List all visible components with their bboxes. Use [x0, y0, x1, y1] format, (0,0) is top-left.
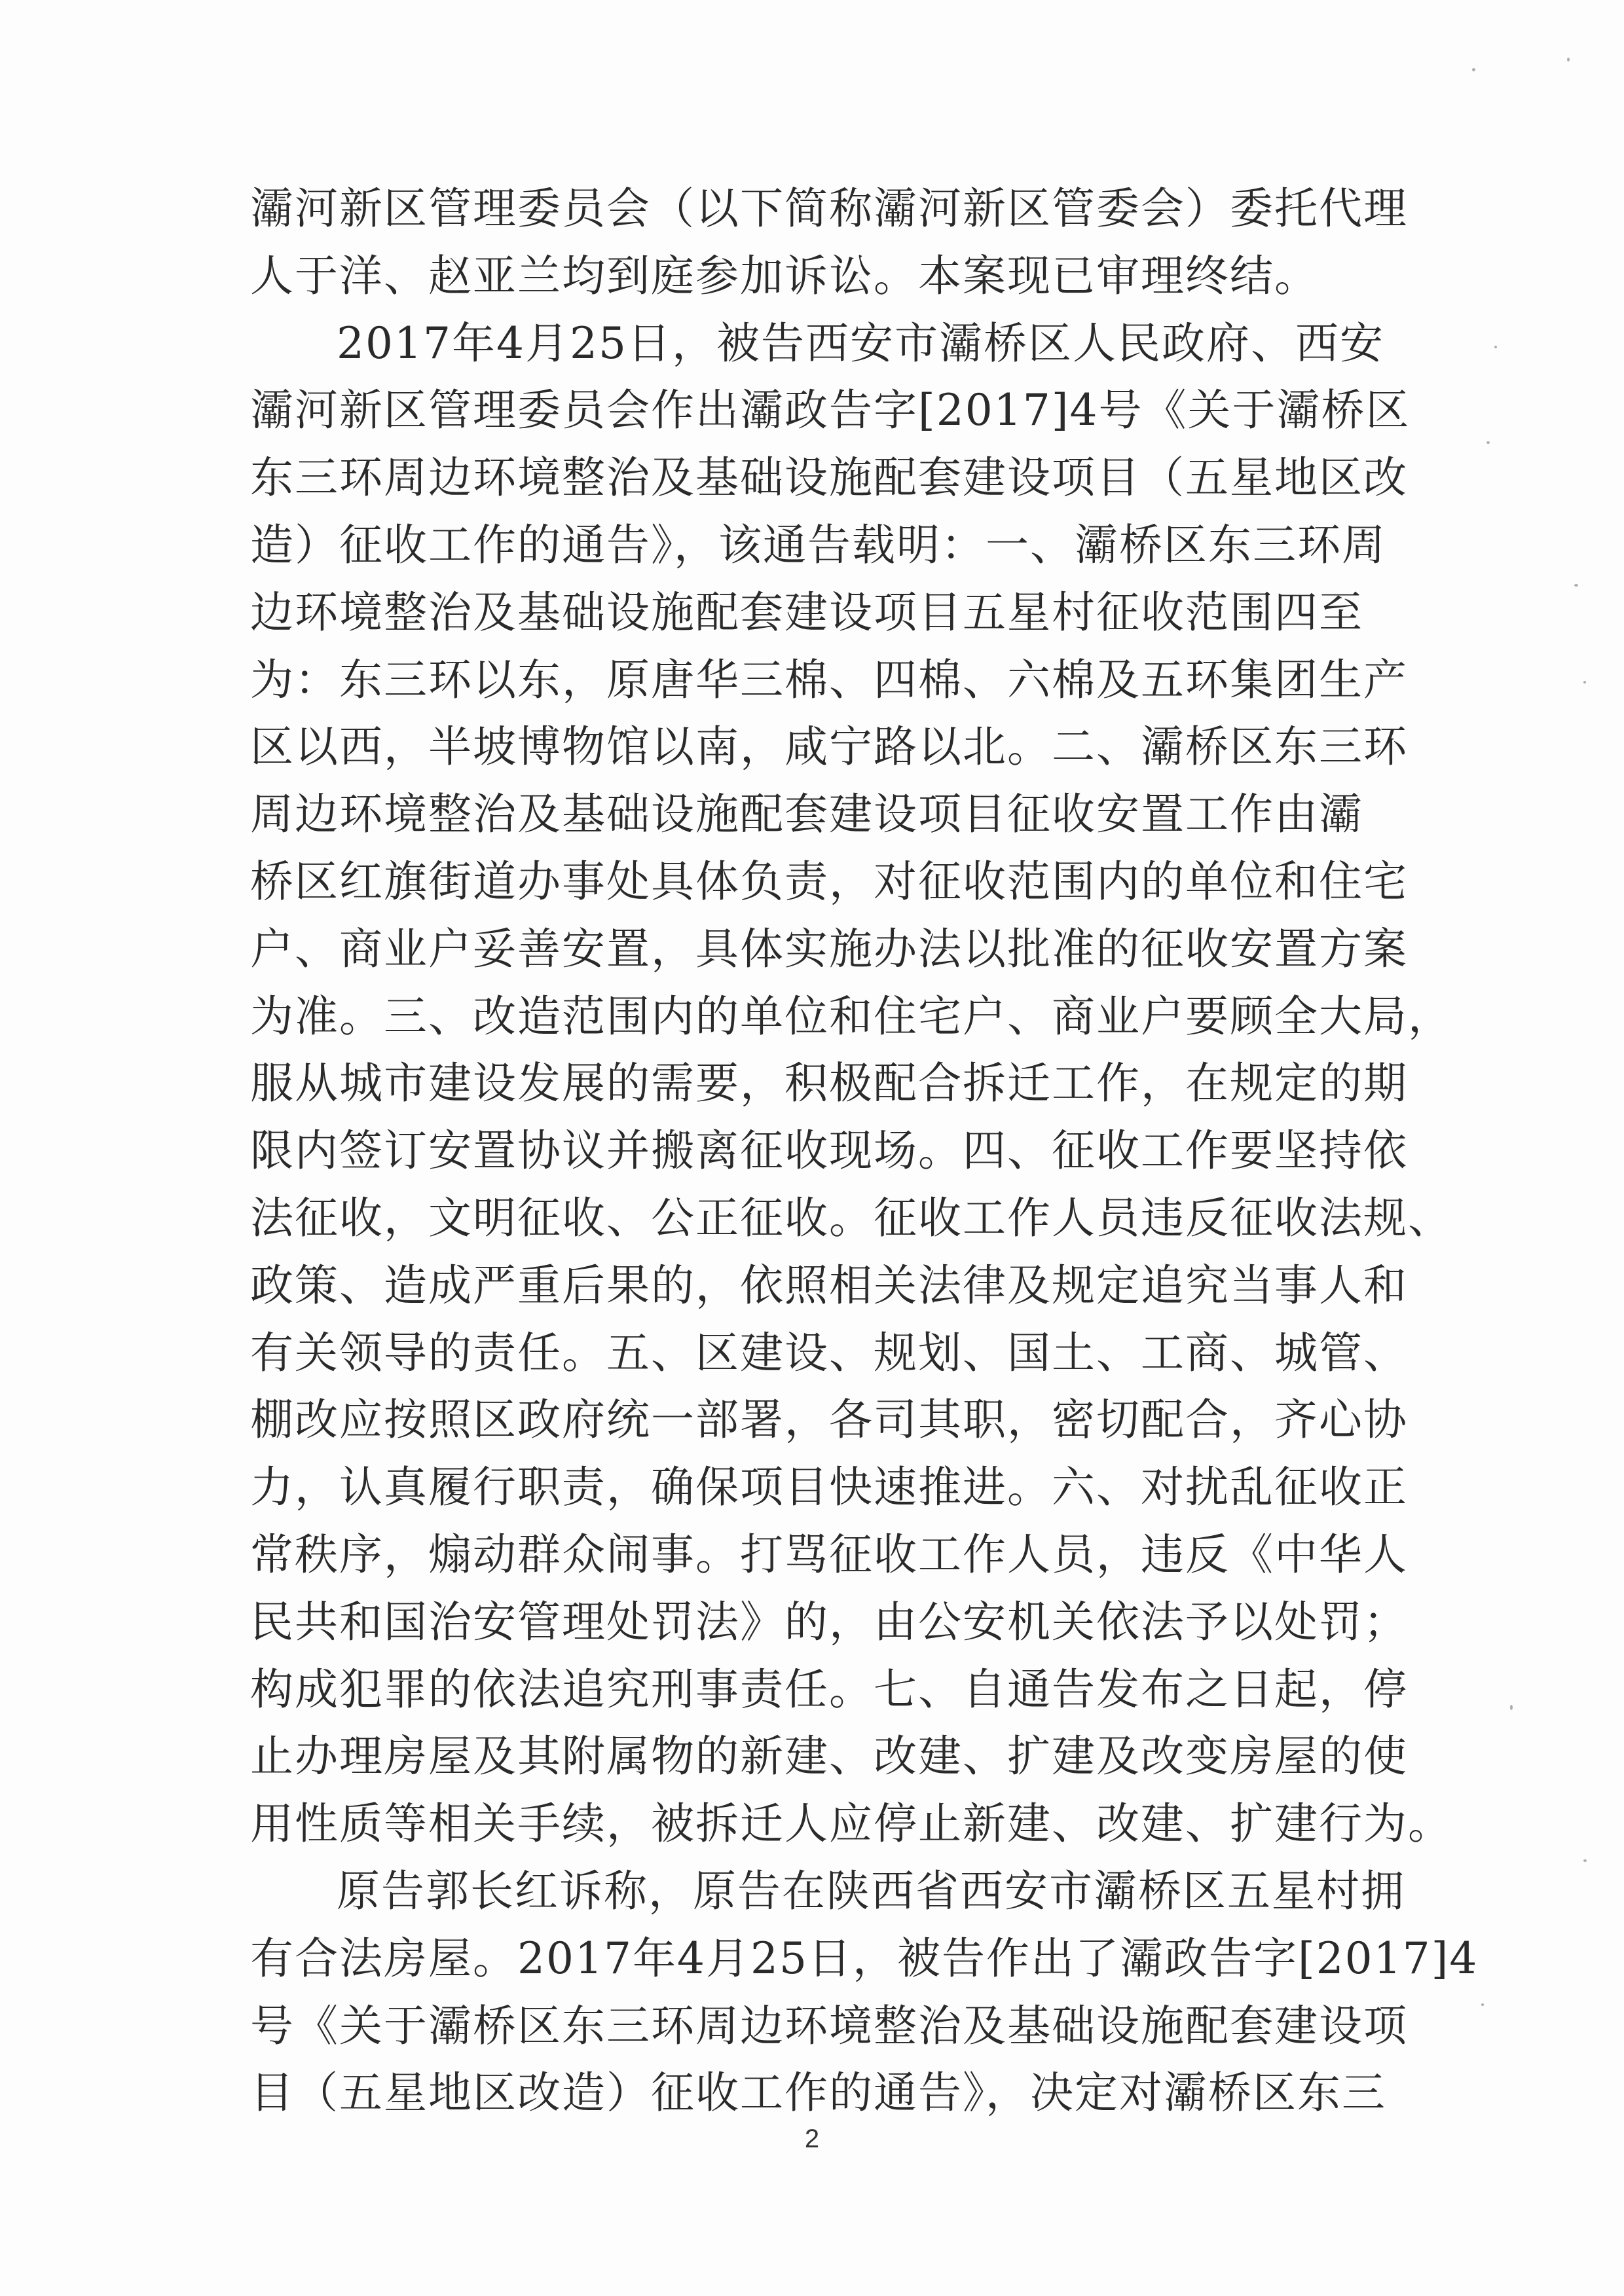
body-line-18: 有关领导的责任。五、区建设、规划、国土、工商、城管、	[250, 1327, 1408, 1378]
body-line-5: 东三环周边环境整治及基础设施配套建设项目（五星地区改	[250, 452, 1408, 503]
scan-speck	[1583, 1859, 1587, 1862]
scan-speck	[1574, 584, 1578, 587]
body-line-24: 止办理房屋及其附属物的新建、改建、扩建及改变房屋的使	[250, 1731, 1408, 1782]
scan-speck	[1494, 346, 1497, 348]
scan-speck	[1481, 2003, 1484, 2006]
body-line-3: 2017年4月25日，被告西安市灞桥区人民政府、西安	[337, 318, 1384, 369]
body-line-25: 用性质等相关手续，被拆迁人应停止新建、改建、扩建行为。	[250, 1798, 1452, 1850]
body-line-26: 原告郭长红诉称，原告在陕西省西安市灞桥区五星村拥	[337, 1865, 1405, 1916]
scan-speck	[1510, 1705, 1513, 1710]
body-line-14: 服从城市建设发展的需要，积极配合拆迁工作，在规定的期	[250, 1058, 1408, 1109]
body-line-28: 号《关于灞桥区东三环周边环境整治及基础设施配套建设项	[250, 2000, 1408, 2051]
body-line-20: 力，认真履行职责，确保项目快速推进。六、对扰乱征收正	[250, 1462, 1408, 1513]
body-line-7: 边环境整治及基础设施配套建设项目五星村征收范围四至	[250, 587, 1363, 638]
body-line-15: 限内签订安置协议并搬离征收现场。四、征收工作要坚持依	[250, 1125, 1408, 1176]
body-line-17: 政策、造成严重后果的，依照相关法律及规定追究当事人和	[250, 1260, 1408, 1311]
body-line-9: 区以西，半坡博物馆以南，咸宁路以北。二、灞桥区东三环	[250, 721, 1408, 773]
body-line-12: 户、商业户妥善安置，具体实施办法以批准的征收安置方案	[250, 923, 1408, 974]
scan-speck	[1583, 681, 1586, 683]
body-line-27: 有合法房屋。2017年4月25日，被告作出了灞政告字[2017]4	[250, 1933, 1479, 1984]
scan-speck	[1567, 58, 1570, 62]
body-line-22: 民共和国治安管理处罚法》的，由公安机关依法予以处罚；	[250, 1596, 1408, 1647]
body-line-13: 为准。三、改造范围内的单位和住宅户、商业户要顾全大局，	[250, 991, 1452, 1042]
body-line-2: 人于洋、赵亚兰均到庭参加诉讼。本案现已审理终结。	[250, 250, 1319, 301]
body-line-29: 目（五星地区改造）征收工作的通告》，决定对灞桥区东三	[250, 2068, 1386, 2119]
body-line-10: 周边环境整治及基础设施配套建设项目征收安置工作由灞	[250, 789, 1363, 840]
body-line-1: 灞河新区管理委员会（以下简称灞河新区管委会）委托代理	[250, 183, 1408, 234]
body-line-23: 构成犯罪的依法追究刑事责任。七、自通告发布之日起，停	[250, 1664, 1408, 1715]
body-line-21: 常秩序，煽动群众闹事。打骂征收工作人员，违反《中华人	[250, 1529, 1408, 1580]
body-line-6: 造）征收工作的通告》，该通告载明：一、灞桥区东三环周	[250, 519, 1386, 570]
body-line-19: 棚改应按照区政府统一部署，各司其职，密切配合，齐心协	[250, 1394, 1408, 1446]
document-body	[250, 175, 1479, 2127]
page-number: 2	[804, 2124, 820, 2153]
body-line-16: 法征收，文明征收、公正征收。征收工作人员违反征收法规、	[250, 1192, 1452, 1243]
body-line-8: 为：东三环以东，原唐华三棉、四棉、六棉及五环集团生产	[250, 654, 1408, 705]
scan-speck	[1472, 68, 1475, 71]
body-line-4: 灞河新区管理委员会作出灞政告字[2017]4号《关于灞桥区	[250, 385, 1411, 436]
scan-speck	[1486, 441, 1490, 444]
body-line-11: 桥区红旗街道办事处具体负责，对征收范围内的单位和住宅	[250, 856, 1408, 907]
